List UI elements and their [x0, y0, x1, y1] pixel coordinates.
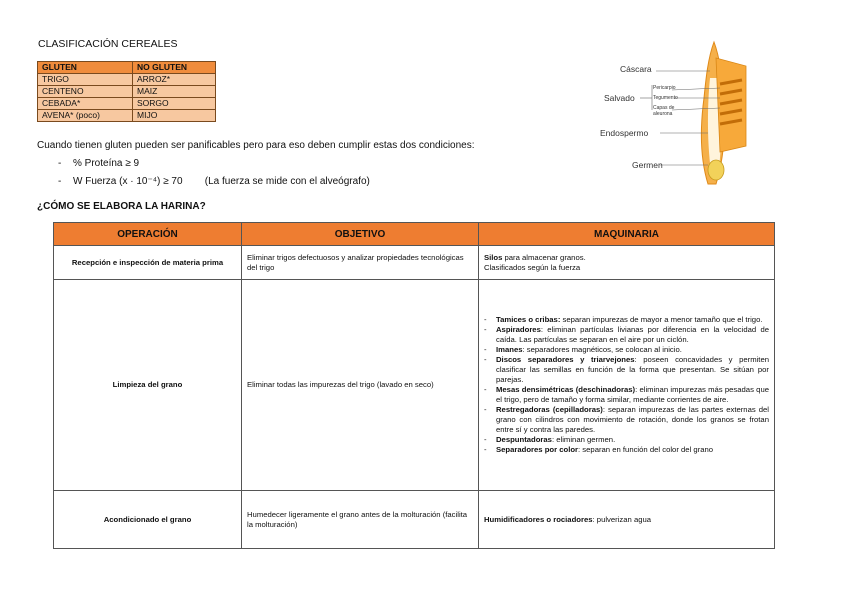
condition-text: % Proteína ≥ 9 — [73, 158, 140, 169]
label-tegumento: Tegumento — [653, 95, 678, 101]
header-gluten: GLUTEN — [38, 62, 133, 74]
machinery-cell — [479, 246, 775, 280]
bullet-dash: - — [58, 176, 62, 187]
list-item: - Imanes: separadores magnéticos, se colocan al inicio. — [484, 345, 769, 355]
table-row — [54, 246, 775, 280]
table-row — [54, 280, 775, 491]
list-item: - Mesas densimétricas (deschinadoras): eliminan impurezas más pesadas que el trigo, pero de tamaño y forma similar, mediante corrientes de aire. — [484, 385, 769, 405]
table-cell: TRIGO — [38, 74, 133, 86]
objective-cell: Humedecer ligeramente el grano antes de la molturación (facilita la molturación) — [242, 491, 479, 549]
conditions-intro: Cuando tienen gluten pueden ser panificables pero para eso deben cumplir estas dos condiciones: — [37, 140, 475, 151]
table-cell: ARROZ* — [133, 74, 216, 86]
list-item: - Discos separadores y triarvejones: poseen concavidades y permiten clasificar las semillas en función de la forma que presentan. Se sitúan por parejas. — [484, 355, 769, 385]
wheat-grain-figure — [596, 38, 796, 188]
machinery-list — [484, 315, 769, 454]
machinery-bold: Humidificadores o rociadores — [484, 514, 593, 524]
list-item: - Tamices o cribas: separan impurezas de mayor a menor tamaño que el trigo. — [484, 315, 769, 325]
table-cell: MIJO — [133, 110, 216, 122]
list-item: - Separadores por color: separan en función del color del grano — [484, 445, 769, 455]
header-operacion: OPERACIÓN — [54, 223, 242, 246]
wheat-grain-illustration — [596, 38, 796, 188]
machinery-text: para almacenar granos. — [502, 252, 586, 262]
table-cell: CENTENO — [38, 86, 133, 98]
machinery-text: : pulverizan agua — [592, 514, 652, 524]
label-salvado: Salvado — [604, 93, 635, 103]
process-header-row — [54, 223, 775, 246]
table-cell: SORGO — [133, 98, 216, 110]
table-cell: CEBADA* — [38, 98, 133, 110]
list-item: - Restregadoras (cepilladoras): separan impurezas de las partes externas del grano con cilindros con movimiento de rotación, donde los granos se frotan entre sí y contra las paredes. — [484, 405, 769, 435]
table-row — [38, 110, 216, 122]
table-header-row — [38, 62, 216, 74]
header-maquinaria: MAQUINARIA — [479, 223, 775, 246]
condition-text: W Fuerza (x · 10⁻⁴) ≥ 70 (La fuerza se mide con el alveógrafo) — [73, 176, 370, 187]
table-cell: MAIZ — [133, 86, 216, 98]
machinery-cell — [479, 280, 775, 491]
bullet-dash: - — [58, 158, 62, 169]
machinery-bold: Silos — [484, 252, 503, 262]
header-no-gluten: NO GLUTEN — [133, 62, 216, 74]
list-item: - Despuntadoras: eliminan germen. — [484, 435, 769, 445]
machinery-cell — [479, 491, 775, 549]
table-row — [38, 74, 216, 86]
table-row — [54, 491, 775, 549]
objective-cell: Eliminar todas las impurezas del trigo (lavado en seco) — [242, 280, 479, 491]
table-row — [38, 98, 216, 110]
cereal-classification-table — [37, 61, 216, 122]
operation-cell: Acondicionado el grano — [54, 491, 242, 549]
objective-cell: Eliminar trigos defectuosos y analizar propiedades tecnológicas del trigo — [242, 246, 479, 280]
operation-cell: Recepción e inspección de materia prima — [54, 246, 242, 280]
label-endospermo: Endospermo — [600, 128, 649, 138]
label-pericarpio: Pericarpio — [653, 85, 676, 91]
header-objetivo: OBJETIVO — [242, 223, 479, 246]
label-germen: Germen — [632, 160, 663, 170]
operation-cell: Limpieza del grano — [54, 280, 242, 491]
page-title: CLASIFICACIÓN CEREALES — [38, 38, 178, 50]
label-cascara: Cáscara — [620, 64, 652, 74]
list-item: - Aspiradores: eliminan partículas livianas por diferencia en la velocidad de caída. Las partículas se separan en el aire por un ciclón. — [484, 325, 769, 345]
table-row — [38, 86, 216, 98]
machinery-text: Clasificados según la fuerza — [484, 262, 581, 272]
process-table — [53, 222, 775, 549]
section-question: ¿CÓMO SE ELABORA LA HARINA? — [37, 201, 206, 212]
table-cell: AVENA* (poco) — [38, 110, 133, 122]
label-capas-aleurona: Capas de aleurona — [653, 105, 675, 117]
